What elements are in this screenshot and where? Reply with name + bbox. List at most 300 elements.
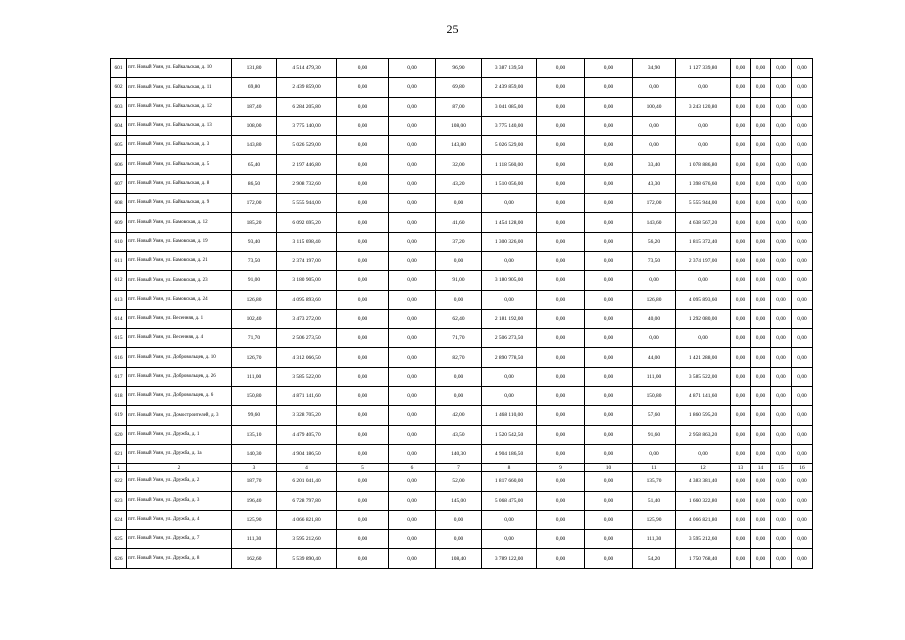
value-cell: 0,00 (792, 491, 813, 510)
value-cell: 0,00 (792, 136, 813, 155)
value-cell: 6 284 205,80 (277, 97, 337, 116)
value-cell: 34,90 (633, 59, 676, 78)
table-row (111, 232, 813, 251)
value-cell: 0,00 (337, 194, 389, 213)
value-cell: 0,00 (751, 251, 771, 270)
value-cell: 0,00 (585, 97, 633, 116)
value-cell: 0,00 (792, 549, 813, 568)
value-cell: 0,00 (337, 367, 389, 386)
value-cell: 0,00 (337, 59, 389, 78)
value-cell: 0,00 (731, 348, 751, 367)
value-cell: 1 398 676,60 (676, 174, 731, 193)
value-cell: 54,20 (633, 549, 676, 568)
address-cell: пгт. Новый Уоян, ул. Весенняя, д. 4 (127, 329, 232, 348)
value-cell: 96,90 (436, 59, 482, 78)
value-cell: 0,00 (337, 425, 389, 444)
value-cell: 42,00 (436, 406, 482, 425)
value-cell: 1 300 326,00 (482, 232, 537, 251)
table-row (111, 549, 813, 568)
value-cell: 0,00 (537, 194, 585, 213)
value-cell: 0,00 (537, 348, 585, 367)
value-cell: 0,00 (482, 367, 537, 386)
value-cell: 0,00 (337, 472, 389, 491)
address-cell: пгт. Новый Уоян, ул. Байкальская, д. 3 (127, 136, 232, 155)
value-cell: 0,00 (389, 116, 436, 135)
value-cell: 0,00 (389, 232, 436, 251)
value-cell: 0,00 (585, 78, 633, 97)
value-cell: 0,00 (676, 271, 731, 290)
value-cell: 0,00 (482, 290, 537, 309)
value-cell: 0,00 (731, 97, 751, 116)
address-cell: пгт. Новый Уоян, ул. Байкальская, д. 12 (127, 97, 232, 116)
address-cell: пгт. Новый Уоян, ул. Байкальская, д. 13 (127, 116, 232, 135)
value-cell: 185,20 (232, 213, 277, 232)
value-cell: 0,00 (337, 155, 389, 174)
value-cell: 0,00 (731, 213, 751, 232)
value-cell: 0,00 (585, 444, 633, 463)
value-cell: 0,00 (482, 387, 537, 406)
value-cell: 0,00 (436, 510, 482, 529)
value-cell: 0,00 (751, 367, 771, 386)
address-cell: пгт. Новый Уоян, ул. Бамовская, д. 23 (127, 271, 232, 290)
value-cell: 0,00 (751, 444, 771, 463)
value-cell: 0,00 (751, 194, 771, 213)
address-cell: пгт. Новый Уоян, ул. Дружба, д. 8 (127, 549, 232, 568)
row-number-cell: 622 (111, 472, 127, 491)
value-cell: 0,00 (792, 510, 813, 529)
value-cell: 0,00 (771, 155, 792, 174)
address-cell: пгт. Новый Уоян, ул. Бамовская, д. 24 (127, 290, 232, 309)
value-cell: 1 750 768,40 (676, 549, 731, 568)
value-cell: 2 439 859,00 (277, 78, 337, 97)
table-row (111, 425, 813, 444)
value-cell: 0,00 (585, 155, 633, 174)
row-number-cell: 601 (111, 59, 127, 78)
value-cell: 0,00 (337, 251, 389, 270)
column-number-cell: 5 (337, 464, 389, 472)
value-cell: 43,30 (633, 174, 676, 193)
row-number-cell: 623 (111, 491, 127, 510)
address-cell: пгт. Новый Уоян, ул. Дружба, д. 2 (127, 472, 232, 491)
value-cell: 2 374 197,00 (676, 251, 731, 270)
value-cell: 5 068 475,00 (482, 491, 537, 510)
value-cell: 2 181 192,00 (482, 309, 537, 328)
table-row (111, 271, 813, 290)
row-number-cell: 617 (111, 367, 127, 386)
value-cell: 0,00 (337, 97, 389, 116)
row-number-cell: 620 (111, 425, 127, 444)
value-cell: 0,00 (337, 348, 389, 367)
value-cell: 33,40 (633, 155, 676, 174)
value-cell: 1 660 322,80 (676, 491, 731, 510)
table-row (111, 155, 813, 174)
value-cell: 0,00 (751, 348, 771, 367)
value-cell: 0,00 (337, 444, 389, 463)
address-cell: пгт. Новый Уоян, ул. Дружба, д. 7 (127, 530, 232, 549)
value-cell: 0,00 (537, 136, 585, 155)
value-cell: 0,00 (585, 232, 633, 251)
value-cell: 1 510 056,00 (482, 174, 537, 193)
value-cell: 0,00 (731, 174, 751, 193)
value-cell: 0,00 (389, 472, 436, 491)
value-cell: 4 095 893,60 (277, 290, 337, 309)
table-row (111, 78, 813, 97)
value-cell: 0,00 (436, 530, 482, 549)
value-cell: 1 078 886,80 (676, 155, 731, 174)
value-cell: 0,00 (389, 194, 436, 213)
value-cell: 0,00 (792, 59, 813, 78)
value-cell: 93,40 (232, 232, 277, 251)
row-number-cell: 613 (111, 290, 127, 309)
value-cell: 0,00 (389, 510, 436, 529)
value-cell: 3 115 698,40 (277, 232, 337, 251)
value-cell: 150,80 (633, 387, 676, 406)
value-cell: 0,00 (389, 367, 436, 386)
column-number-cell: 4 (277, 464, 337, 472)
value-cell: 0,00 (771, 425, 792, 444)
value-cell: 1 292 080,00 (676, 309, 731, 328)
value-cell: 5 539 890,40 (277, 549, 337, 568)
value-cell: 73,50 (633, 251, 676, 270)
value-cell: 1 421 288,00 (676, 348, 731, 367)
value-cell: 0,00 (792, 194, 813, 213)
value-cell: 0,00 (792, 251, 813, 270)
value-cell: 0,00 (537, 530, 585, 549)
value-cell: 0,00 (751, 213, 771, 232)
value-cell: 111,30 (633, 530, 676, 549)
value-cell: 1 118 560,00 (482, 155, 537, 174)
value-cell: 0,00 (731, 155, 751, 174)
value-cell: 0,00 (389, 271, 436, 290)
value-cell: 0,00 (771, 406, 792, 425)
value-cell: 0,00 (771, 472, 792, 491)
value-cell: 0,00 (771, 59, 792, 78)
value-cell: 2 958 863,20 (676, 425, 731, 444)
value-cell: 0,00 (731, 367, 751, 386)
value-cell: 3 789 122,00 (482, 549, 537, 568)
value-cell: 0,00 (537, 309, 585, 328)
address-cell: пгт. Новый Уоян, ул. Добровольцев, д. 6 (127, 387, 232, 406)
value-cell: 71,70 (436, 329, 482, 348)
value-cell: 0,00 (771, 367, 792, 386)
value-cell: 4 066 821,80 (676, 510, 731, 529)
value-cell: 0,00 (731, 387, 751, 406)
value-cell: 0,00 (389, 406, 436, 425)
value-cell: 0,00 (751, 387, 771, 406)
value-cell: 0,00 (792, 425, 813, 444)
table-row (111, 472, 813, 491)
value-cell: 52,00 (436, 472, 482, 491)
value-cell: 0,00 (676, 78, 731, 97)
value-cell: 0,00 (771, 271, 792, 290)
column-number-cell: 7 (436, 464, 482, 472)
value-cell: 0,00 (585, 472, 633, 491)
value-cell: 5 026 529,00 (482, 136, 537, 155)
value-cell: 1 817 660,00 (482, 472, 537, 491)
value-cell: 0,00 (771, 213, 792, 232)
value-cell: 0,00 (585, 406, 633, 425)
address-cell: пгт. Новый Уоян, ул. Дружба, д. 1а (127, 444, 232, 463)
value-cell: 0,00 (792, 155, 813, 174)
value-cell: 125,90 (232, 510, 277, 529)
value-cell: 0,00 (792, 232, 813, 251)
value-cell: 1 860 595,20 (676, 406, 731, 425)
value-cell: 4 638 567,20 (676, 213, 731, 232)
table-row (111, 444, 813, 463)
value-cell: 2 197 446,80 (277, 155, 337, 174)
value-cell: 0,00 (771, 194, 792, 213)
value-cell: 3 041 085,00 (482, 97, 537, 116)
column-number-cell: 11 (633, 464, 676, 472)
column-number-cell: 2 (127, 464, 232, 472)
value-cell: 62,40 (436, 309, 482, 328)
value-cell: 162,60 (232, 549, 277, 568)
value-cell: 0,00 (731, 194, 751, 213)
value-cell: 143,60 (633, 213, 676, 232)
value-cell: 135,10 (232, 425, 277, 444)
table-row (111, 491, 813, 510)
value-cell: 111,00 (232, 367, 277, 386)
value-cell: 0,00 (436, 367, 482, 386)
value-cell: 0,00 (771, 491, 792, 510)
value-cell: 0,00 (731, 329, 751, 348)
value-cell: 0,00 (389, 491, 436, 510)
table-row (111, 213, 813, 232)
value-cell: 0,00 (731, 136, 751, 155)
value-cell: 0,00 (751, 290, 771, 309)
value-cell: 0,00 (792, 116, 813, 135)
value-cell: 0,00 (751, 174, 771, 193)
value-cell: 0,00 (585, 425, 633, 444)
value-cell: 2 374 197,00 (277, 251, 337, 270)
value-cell: 0,00 (537, 155, 585, 174)
value-cell: 0,00 (751, 78, 771, 97)
value-cell: 0,00 (751, 97, 771, 116)
value-cell: 0,00 (751, 136, 771, 155)
table-row (111, 367, 813, 386)
value-cell: 57,60 (633, 406, 676, 425)
value-cell: 3 775 140,00 (277, 116, 337, 135)
value-cell: 131,80 (232, 59, 277, 78)
value-cell: 0,00 (436, 387, 482, 406)
value-cell: 51,40 (633, 491, 676, 510)
page-number: 25 (446, 22, 459, 36)
value-cell: 0,00 (537, 472, 585, 491)
value-cell: 1 815 372,40 (676, 232, 731, 251)
value-cell: 0,00 (751, 271, 771, 290)
value-cell: 3 328 705,20 (277, 406, 337, 425)
value-cell: 0,00 (537, 329, 585, 348)
value-cell: 5 026 529,00 (277, 136, 337, 155)
value-cell: 0,00 (585, 59, 633, 78)
value-cell: 0,00 (731, 116, 751, 135)
value-cell: 0,00 (337, 136, 389, 155)
value-cell: 0,00 (482, 251, 537, 270)
value-cell: 0,00 (482, 194, 537, 213)
value-cell: 69,80 (436, 78, 482, 97)
row-number-cell: 616 (111, 348, 127, 367)
address-cell: пгт. Новый Уоян, ул. Домостроителей, д. 3 (127, 406, 232, 425)
value-cell: 0,00 (389, 174, 436, 193)
value-cell: 0,00 (436, 251, 482, 270)
value-cell: 1 454 128,00 (482, 213, 537, 232)
value-cell: 0,00 (676, 116, 731, 135)
row-number-cell: 618 (111, 387, 127, 406)
table-row (111, 116, 813, 135)
value-cell: 2 890 778,50 (482, 348, 537, 367)
value-cell: 43,50 (436, 425, 482, 444)
value-cell: 73,50 (232, 251, 277, 270)
row-number-cell: 624 (111, 510, 127, 529)
value-cell: 140,30 (436, 444, 482, 463)
value-cell: 4 871 141,60 (676, 387, 731, 406)
value-cell: 0,00 (537, 444, 585, 463)
value-cell: 0,00 (389, 59, 436, 78)
value-cell: 126,80 (633, 290, 676, 309)
value-cell: 196,40 (232, 491, 277, 510)
value-cell: 0,00 (537, 425, 585, 444)
value-cell: 41,60 (436, 213, 482, 232)
value-cell: 3 387 139,50 (482, 59, 537, 78)
value-cell: 5 555 944,00 (277, 194, 337, 213)
value-cell: 6 201 041,40 (277, 472, 337, 491)
address-cell: пгт. Новый Уоян, ул. Бамовская, д. 21 (127, 251, 232, 270)
value-cell: 0,00 (585, 348, 633, 367)
table-row (111, 348, 813, 367)
value-cell: 0,00 (751, 406, 771, 425)
row-number-cell: 606 (111, 155, 127, 174)
column-number-cell: 3 (232, 464, 277, 472)
value-cell: 0,00 (731, 406, 751, 425)
value-cell: 0,00 (585, 194, 633, 213)
value-cell: 0,00 (482, 510, 537, 529)
value-cell: 0,00 (537, 59, 585, 78)
value-cell: 0,00 (771, 348, 792, 367)
value-cell: 0,00 (771, 97, 792, 116)
value-cell: 56,20 (633, 232, 676, 251)
value-cell: 0,00 (337, 510, 389, 529)
value-cell: 0,00 (731, 444, 751, 463)
value-cell: 3 180 905,00 (277, 271, 337, 290)
value-cell: 4 904 186,50 (277, 444, 337, 463)
value-cell: 0,00 (389, 136, 436, 155)
column-number-cell: 9 (537, 464, 585, 472)
value-cell: 0,00 (792, 271, 813, 290)
value-cell: 71,70 (232, 329, 277, 348)
value-cell: 108,40 (436, 549, 482, 568)
value-cell: 4 904 186,50 (482, 444, 537, 463)
value-cell: 0,00 (771, 549, 792, 568)
value-cell: 0,00 (771, 387, 792, 406)
value-cell: 0,00 (792, 97, 813, 116)
value-cell: 0,00 (537, 367, 585, 386)
value-cell: 0,00 (731, 78, 751, 97)
value-cell: 0,00 (792, 213, 813, 232)
address-cell: пгт. Новый Уоян, ул. Бамовская, д. 19 (127, 232, 232, 251)
value-cell: 91,00 (436, 271, 482, 290)
value-cell: 0,00 (389, 155, 436, 174)
value-cell: 0,00 (633, 444, 676, 463)
row-number-cell: 625 (111, 530, 127, 549)
value-cell: 0,00 (389, 309, 436, 328)
value-cell: 0,00 (731, 251, 751, 270)
value-cell: 0,00 (751, 510, 771, 529)
value-cell: 0,00 (751, 549, 771, 568)
value-cell: 0,00 (337, 271, 389, 290)
value-cell: 0,00 (337, 530, 389, 549)
value-cell: 0,00 (771, 232, 792, 251)
table-row (111, 194, 813, 213)
value-cell: 0,00 (537, 213, 585, 232)
value-cell: 0,00 (792, 78, 813, 97)
value-cell: 0,00 (633, 271, 676, 290)
address-cell: пгт. Новый Уоян, ул. Байкальская, д. 5 (127, 155, 232, 174)
value-cell: 0,00 (771, 116, 792, 135)
row-number-cell: 607 (111, 174, 127, 193)
table-column-numbers (111, 464, 813, 472)
value-cell: 0,00 (771, 309, 792, 328)
value-cell: 0,00 (585, 549, 633, 568)
value-cell: 0,00 (751, 491, 771, 510)
value-cell: 43,20 (436, 174, 482, 193)
value-cell: 3 595 212,60 (277, 530, 337, 549)
value-cell: 0,00 (792, 387, 813, 406)
row-number-cell: 603 (111, 97, 127, 116)
value-cell: 0,00 (389, 425, 436, 444)
value-cell: 0,00 (771, 530, 792, 549)
value-cell: 91,60 (633, 425, 676, 444)
address-cell: пгт. Новый Уоян, ул. Байкальская, д. 10 (127, 59, 232, 78)
value-cell: 0,00 (585, 290, 633, 309)
value-cell: 0,00 (731, 425, 751, 444)
value-cell: 0,00 (751, 309, 771, 328)
value-cell: 0,00 (771, 329, 792, 348)
value-cell: 0,00 (751, 155, 771, 174)
column-number-cell: 8 (482, 464, 537, 472)
value-cell: 187,70 (232, 472, 277, 491)
value-cell: 0,00 (633, 116, 676, 135)
row-number-cell: 626 (111, 549, 127, 568)
value-cell: 0,00 (751, 472, 771, 491)
column-number-cell: 16 (792, 464, 813, 472)
address-cell: пгт. Новый Уоян, ул. Байкальская, д. 8 (127, 174, 232, 193)
address-cell: пгт. Новый Уоян, ул. Байкальская, д. 9 (127, 194, 232, 213)
value-cell: 0,00 (792, 290, 813, 309)
value-cell: 100,40 (633, 97, 676, 116)
value-cell: 0,00 (771, 251, 792, 270)
value-cell: 0,00 (389, 444, 436, 463)
value-cell: 40,00 (633, 309, 676, 328)
address-cell: пгт. Новый Уоян, ул. Весенняя, д. 1 (127, 309, 232, 328)
value-cell: 0,00 (389, 290, 436, 309)
value-cell: 0,00 (389, 251, 436, 270)
value-cell: 0,00 (751, 425, 771, 444)
value-cell: 0,00 (337, 290, 389, 309)
value-cell: 0,00 (751, 116, 771, 135)
value-cell: 0,00 (751, 530, 771, 549)
table-row (111, 309, 813, 328)
value-cell: 0,00 (537, 510, 585, 529)
value-cell: 2 908 732,60 (277, 174, 337, 193)
row-number-cell: 604 (111, 116, 127, 135)
value-cell: 108,00 (232, 116, 277, 135)
value-cell: 44,00 (633, 348, 676, 367)
value-cell: 3 595 212,60 (676, 530, 731, 549)
value-cell: 87,00 (436, 97, 482, 116)
address-cell: пгт. Новый Уоян, ул. Байкальская, д. 11 (127, 78, 232, 97)
table-row (111, 251, 813, 270)
value-cell: 0,00 (731, 232, 751, 251)
